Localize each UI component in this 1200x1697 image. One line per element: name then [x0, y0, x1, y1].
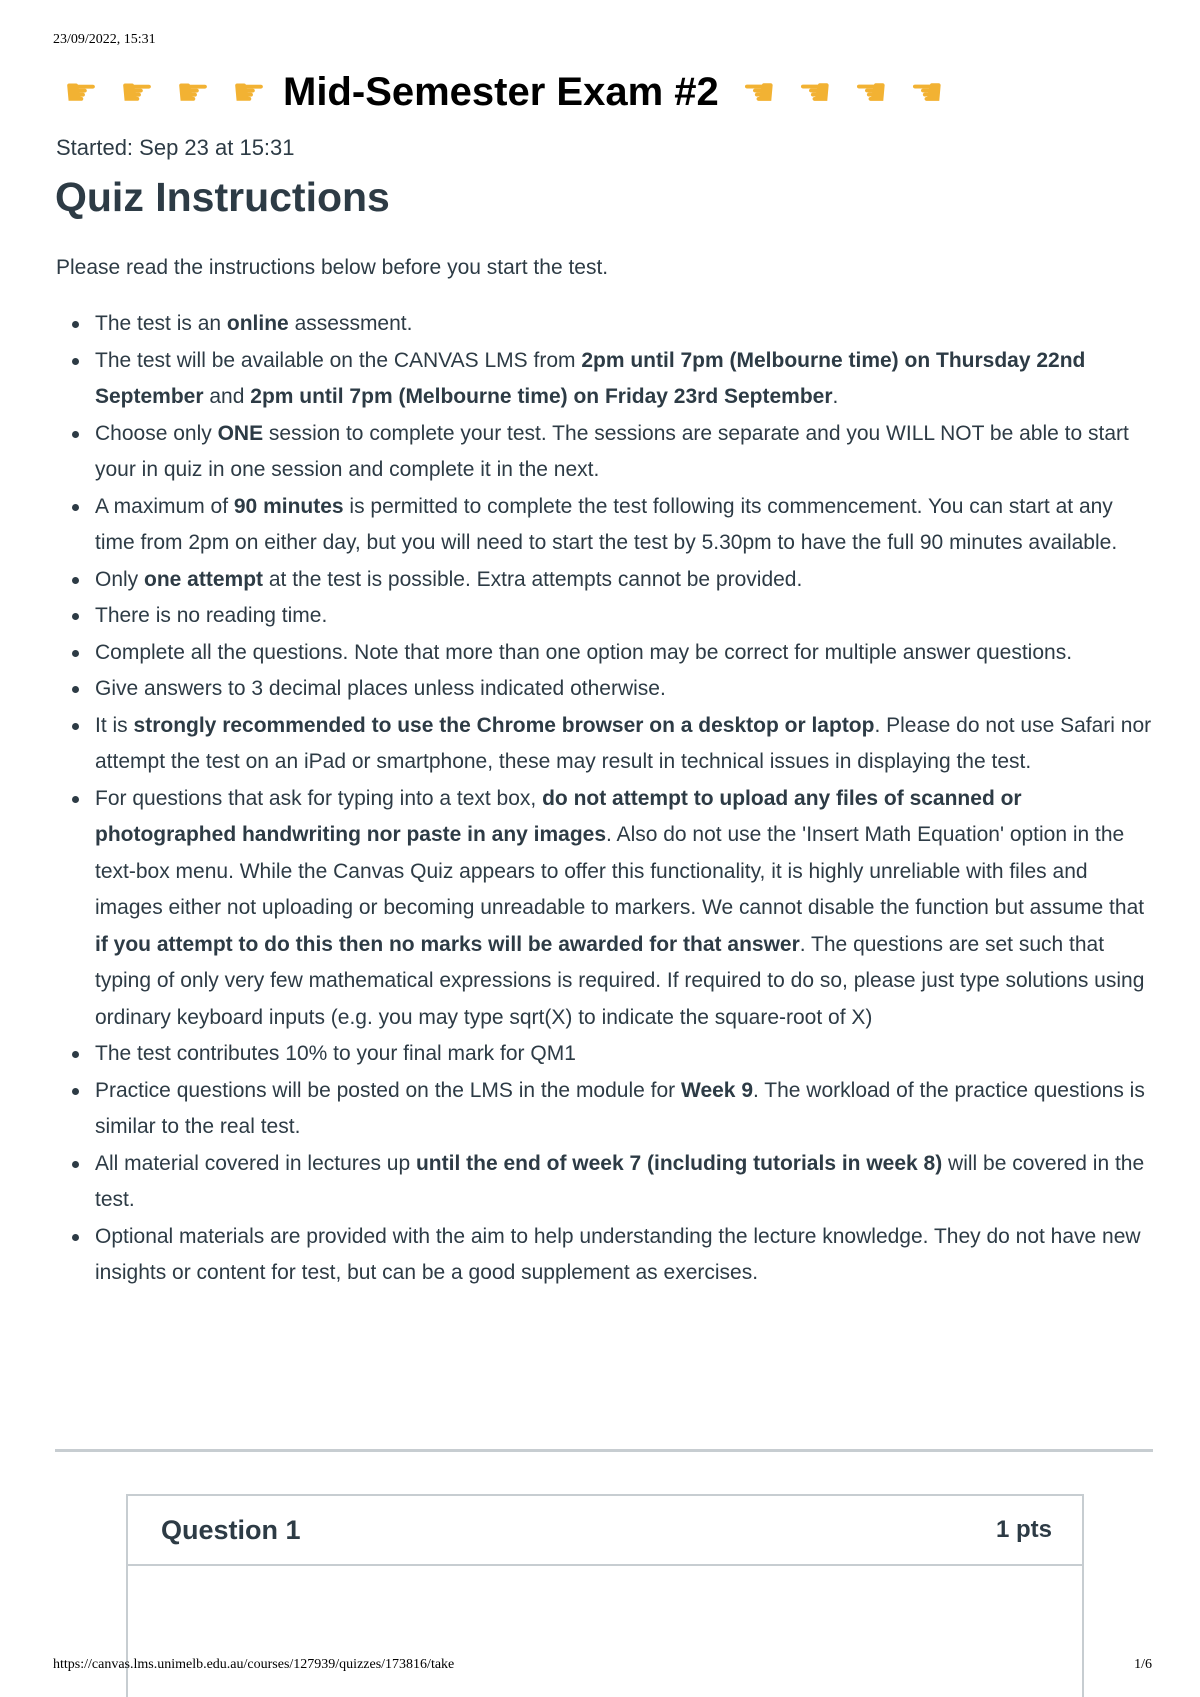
- instruction-text: Complete all the questions. Note that more than one option may be correct for multiple answer questions.: [95, 640, 1073, 664]
- instruction-text: Give answers to 3 decimal places unless indicated otherwise.: [95, 677, 666, 700]
- instruction-emphasis: online: [226, 312, 289, 335]
- instruction-item: [95, 343, 1155, 416]
- instruction-emphasis: strongly recommended to use the Chrome browser on a desktop or laptop: [133, 713, 875, 737]
- print-page-number: 1/6: [1134, 1657, 1152, 1672]
- instruction-text: .: [832, 385, 839, 408]
- instruction-text: Choose only: [95, 421, 218, 445]
- instruction-emphasis: until the end of week 7 (including tutorials in week 8): [415, 1151, 943, 1175]
- print-datetime: 23/09/2022, 15:31: [53, 32, 156, 47]
- instruction-emphasis: 2pm until 7pm (Melbourne time) on Friday 23rd September: [250, 385, 833, 408]
- instruction-text: The test will be available on the CANVAS LMS from: [95, 348, 582, 372]
- instruction-emphasis: do not attempt to upload any files of scanned or photographed handwriting nor paste in any images: [95, 786, 1022, 846]
- instruction-item: [95, 1036, 1155, 1073]
- instruction-text: A maximum of: [95, 494, 234, 518]
- backhand-index-pointing-right-icon: ☛: [175, 70, 211, 114]
- backhand-index-pointing-left-icon: ☚: [853, 70, 888, 114]
- instruction-text: . The workload of the practice questions is similar to the real test.: [95, 1078, 1145, 1138]
- instruction-text: The test contributes 10% to your final mark for QM1: [95, 1042, 576, 1065]
- backhand-index-pointing-right-icon: ☛: [119, 70, 155, 114]
- print-footer-url: https://canvas.lms.unimelb.edu.au/courses/127939/quizzes/173816/take: [53, 1657, 455, 1672]
- instruction-text: session to complete your test. The sessions are separate and you WILL NOT be able to start your in quiz in one session and complete it in the next.: [95, 421, 1129, 481]
- instruction-item: [95, 489, 1155, 562]
- instruction-text: It is: [95, 713, 134, 737]
- instruction-item: [95, 781, 1155, 1037]
- instruction-text: All material covered in lectures up: [95, 1151, 416, 1175]
- instruction-text: Practice questions will be posted on the LMS in the module for: [95, 1078, 681, 1102]
- instruction-text: The test is an: [95, 312, 227, 335]
- instruction-item: [95, 1146, 1155, 1219]
- instruction-text: Optional materials are provided with the aim to help understanding the lecture knowledge. They do not have new insights or content for test, but can be a good supplement as exercises.: [95, 1224, 1141, 1284]
- backhand-index-pointing-right-icon: ☛: [63, 70, 99, 114]
- backhand-index-pointing-left-icon: ☚: [797, 70, 832, 114]
- instruction-emphasis: if you attempt to do this then no marks will be awarded for that answer: [95, 932, 800, 956]
- instruction-text: There is no reading time.: [95, 604, 328, 627]
- instruction-text: . Also do not use the 'Insert Math Equation' option in the text-box menu. While the Canvas Quiz appears to offer this functionality, it is highly unreliable with files and images either not uploading or becoming unreadable to markers. We cannot disable the function but assume that: [95, 823, 1145, 919]
- instruction-text: assessment.: [288, 312, 413, 335]
- question-header: [128, 1496, 1082, 1566]
- instruction-text: . The questions are set such that typing of only very few mathematical expressions is required. If required to do so, please just type solutions using ordinary keyboard inputs (e.g. you may type sqrt(X) to indicate the square-root of X): [95, 932, 1145, 1029]
- instruction-text: Only: [95, 567, 145, 591]
- backhand-index-pointing-left-icon: ☚: [909, 70, 944, 114]
- section-divider: [55, 1449, 1153, 1452]
- instructions-intro: Please read the instructions below before you start the test.: [56, 256, 609, 279]
- instruction-emphasis: one attempt: [144, 567, 264, 591]
- instruction-text: and: [203, 385, 251, 408]
- instruction-text: . Please do not use Safari nor attempt the test on an iPad or smartphone, these may result in technical issues in displaying the test.: [95, 713, 1152, 773]
- instruction-item: [95, 416, 1155, 489]
- instruction-item: [95, 708, 1155, 781]
- instruction-text: will be covered in the test.: [95, 1151, 1145, 1211]
- instruction-item: [95, 1219, 1155, 1292]
- instruction-text: at the test is possible. Extra attempts cannot be provided.: [263, 567, 803, 591]
- question-title: Question 1: [161, 1514, 301, 1545]
- quiz-title: Mid-Semester Exam #2: [283, 69, 719, 114]
- instruction-emphasis: 90 minutes: [233, 494, 344, 518]
- quiz-title-row: [53, 66, 955, 118]
- instruction-text: For questions that ask for typing into a text box,: [95, 786, 543, 810]
- instruction-item: [95, 635, 1155, 672]
- instruction-emphasis: 2pm until 7pm (Melbourne time) on Thursday 22nd September: [95, 348, 1086, 408]
- instruction-item: [95, 306, 1155, 343]
- instruction-item: [95, 562, 1155, 599]
- instructions-list: [95, 306, 1155, 1292]
- question-points: 1 pts: [995, 1516, 1052, 1543]
- instruction-item: [95, 598, 1155, 635]
- instruction-text: is permitted to complete the test following its commencement. You can start at any time from 2pm on either day, but you will need to start the test by 5.30pm to have the full 90 minutes available.: [95, 494, 1118, 554]
- instruction-emphasis: Week 9: [681, 1078, 753, 1102]
- instructions-heading: Quiz Instructions: [55, 174, 390, 220]
- instruction-item: [95, 1073, 1155, 1146]
- instruction-item: [95, 671, 1155, 708]
- backhand-index-pointing-left-icon: ☚: [741, 70, 776, 114]
- backhand-index-pointing-right-icon: ☛: [231, 70, 267, 114]
- instruction-emphasis: ONE: [217, 421, 264, 445]
- quiz-started-time: Started: Sep 23 at 15:31: [56, 135, 295, 160]
